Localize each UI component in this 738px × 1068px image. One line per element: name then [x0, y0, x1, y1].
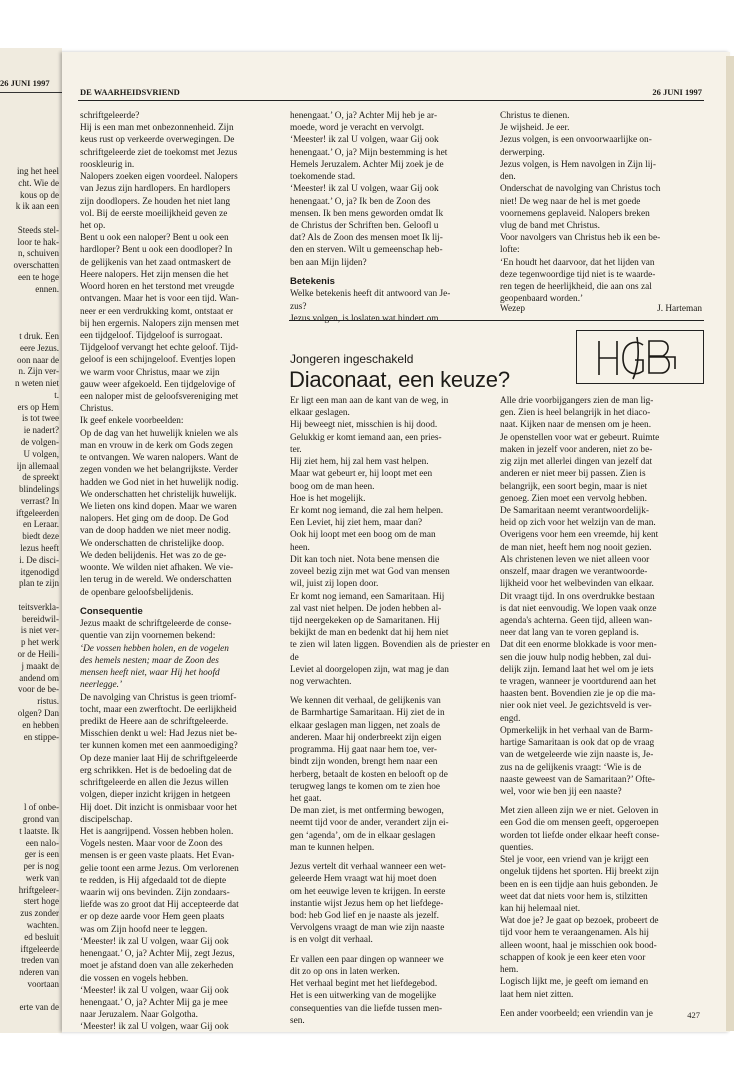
underlying-fragment: j maakt de	[21, 660, 59, 671]
underlying-fragment	[1, 590, 59, 602]
underlying-fragment: en Leraar.	[23, 519, 59, 530]
underlying-fragment: n. Zijn ver-	[18, 366, 59, 377]
underlying-fragment: biedt deze	[22, 531, 59, 542]
paragraph: Christus te dienen. Je wijsheid. Je eer. Jezus volgen, is een onvoorwaarlijke on- derwerping. Jezus volgen, is Hem navolgen in Zijn lij- den. Onderschat de navolging van Christus toch niet! De weg naar de hel is met goede voornemens geplaveid. Nalopers breken vlug de band met Christus. Voor navolgers van Christus heb ik een be- lofte: ‘En houdt het daarvoor, dat het lijden van deze tegenwoordige tijd niet is te waarde- ren tegen de heerlijkheid, die aan ons zal geopenbaard worden.’	[500, 111, 661, 305]
paragraph: Een ander voorbeeld; een vriendin van je	[500, 1008, 653, 1019]
underlying-fragment: ers op Hem	[17, 401, 59, 412]
underlying-fragment: U volgen,	[23, 448, 59, 459]
underlying-fragment: cht. Wie de	[18, 177, 59, 188]
underlying-fragment: stert hoge	[23, 896, 59, 907]
signature	[500, 304, 702, 314]
underlying-fragment: teitsverkla-	[18, 601, 59, 612]
underlying-fragment: andend om	[19, 672, 59, 683]
underlying-fragment: eere Jezus.	[20, 342, 59, 353]
underlying-fragment: plan te zijn	[19, 578, 59, 589]
article-kicker: Jongeren ingeschakeld	[290, 352, 414, 366]
underlying-fragment: itgenodigd	[20, 566, 59, 577]
underlying-fragment: een te hoge	[18, 272, 59, 283]
underlying-fragment: ijn allemaal	[16, 460, 59, 471]
underlying-fragment: ing het heel	[17, 166, 59, 176]
underlying-fragment: bereidwil-	[22, 613, 59, 624]
underlying-fragment	[1, 790, 59, 802]
running-head-title: DE WAARHEIDSVRIEND	[80, 87, 180, 97]
hgjb-logo	[576, 330, 704, 384]
underlying-fragment: werk van	[25, 872, 59, 883]
underlying-page-date: 26 JUNI 1997	[0, 78, 50, 88]
underlying-fragment: voortaan	[27, 978, 59, 989]
paragraph: Jezus vertelt dit verhaal wanneer een wet- geleerde Hem vraagt wat hij moet doen om het eeuwige leven te krijgen. In eerste instantie wijst Jezus hem op het liefdege- bod: heb God lief en je naaste als jezelf. Vervolgens vraagt de man wie zijn naaste is en volgt dit verhaal.	[290, 862, 446, 946]
underlying-fragment: overschatten	[13, 260, 59, 271]
underlying-fragment: wachten.	[26, 920, 59, 930]
underlying-fragment: voor de be-	[18, 684, 59, 695]
underlying-fragment: iftgeleerde	[20, 943, 59, 954]
paragraph: De navolging van Christus is geen triomf- tocht, maar een zwerftocht. De eerlijkheid predikt de Heere aan de schriftgeleerde. Misschien denkt u wel: Had Jezus niet be- ter kunnen komen met een aanmoediging? Op deze manier laat Hij de schriftgeleerde erg schrikken. Het is de bedoeling dat de schriftgeleerde en allen die Jezus willen volgen, dieper inzicht krijgen in hetgeen Hij doet. Dit inzicht is onmisbaar voor het discipelschap. Het is aangrijpend. Vossen hebben holen. Vogels nesten. Maar voor de Zoon des mensen is er geen vaste plaats. Het Evan- gelie toont een arme Jezus. Om verlorenen te redden, is Hij afgedaald tot de diepte waarin wij ons bevinden. Zijn zondaars- liefde was zo groot dat Hij accepteerde dat er op deze aarde voor Hem geen plaats was om Zijn hoofd neer te leggen. ‘Meester! ik zal U volgen, waar Gij ook henengaat.’ O, ja? Achter Mij, zegt Jezus, moet je afstand doen van alle zekerheden die vossen en vogels hebben. ‘Meester! ik zal U volgen, waar Gij ook henengaat.’ O, ja? Achter Mij ga je mee naar Jeruzalem. Naar Golgotha. ‘Meester! ik zal U volgen, waar Gij ook	[80, 692, 239, 1032]
underlying-fragment: t druk. Een	[19, 330, 59, 341]
paragraph: Er ligt een man aan de kant van de weg, in elkaar geslagen. Hij beweegt niet, misschien is hij dood. Gelukkig er komt iemand aan, een pries- ter. Hij ziet hem, hij zal hem vast helpen. Maar wat gebeurt er, hij loopt met een boog om de man heen. Hoe is het mogelijk. Er komt nog iemand, die zal hem helpen. Een Leviet, hij ziet hem, maar dan? Ook hij loopt met een boog om de man heen. Dit kan toch niet. Nota bene mensen die zoveel bezig zijn met wat God van mensen wil, juist zij lopen door. Er komt nog iemand, een Samaritaan. Hij zal vast niet helpen. De joden hebben al- tijd neergekeken op de Samaritanen. Hij bekijkt de man en bedenkt dat hij hem niet te zien wil laten liggen. Bovendien als de priester en de Leviet al doorgelopen zijn, wat mag je dan nog verwachten.	[290, 396, 490, 688]
paragraph: Er vallen een paar dingen op wanneer we dit zo op ons in laten werken. Het verhaal begint met het liefdegebod. Het is een uitwerking van de mogelijke consequenties van die liefde tussen men- sen.	[290, 954, 444, 1026]
underlying-fragment: or de Heili-	[17, 649, 59, 660]
underlying-fragment: nderen van	[19, 967, 59, 978]
underlying-fragment: ger is een	[24, 849, 59, 860]
underlying-fragment	[1, 213, 59, 225]
paragraph: Jezus maakt de schriftgeleerde de conse- quentie van zijn voornemen bekend:	[80, 619, 232, 642]
underlying-fragment: grond van	[22, 813, 59, 824]
underlying-fragment: p het werk	[21, 637, 59, 648]
underlying-fragment	[1, 743, 59, 755]
article-divider	[289, 320, 704, 321]
page-number: 427	[687, 1010, 700, 1020]
header-rule	[78, 100, 704, 101]
underlying-fragment: blindelings	[19, 484, 59, 495]
underlying-fragment: hriftgeleer-	[18, 884, 59, 895]
scripture-quote: ‘De vossen hebben holen, en de vogelen des hemels nesten; maar de Zoon des mensen heeft niet, waar Hij het hoofd neerlegge.’	[80, 643, 229, 691]
underlying-fragment: en stippe-	[23, 731, 59, 742]
underlying-fragment: k ik aan een	[15, 201, 59, 212]
underlying-fragment	[1, 779, 59, 791]
underlying-fragment: is niet ver-	[20, 625, 59, 636]
underlying-fragment: de spreekt	[22, 472, 59, 483]
underlying-fragment: ie nadert?	[23, 425, 59, 436]
column-1	[80, 110, 280, 1032]
signature-place: Wezep	[500, 304, 526, 314]
underlying-fragment: lezus heeft	[20, 543, 59, 553]
article-column-1	[290, 395, 490, 1027]
underlying-fragment: Steeds stel-	[17, 224, 59, 235]
paragraph: Met zien alleen zijn we er niet. Geloven in een God die om mensen geeft, opgeroepen worden tot liefde onder elkaar heeft conse- quenties. Stel je voor, een vriend van je krijgt een ongeluk tijdens het sporten. Hij breekt zijn been en is een tijdje aan huis gebonden. Je weet dat dat niets voor hem is, stilzitten kan hij helemaal niet. Wat doe je? Je gaat op bezoek, probeert de tijd voor hem te veraangenamen. Als hij alleen woont, haal je misschien ook bood- schappen of kook je een keer eten voor hem. Logisch lijkt me, je geeft om iemand en laat hem niet zitten.	[500, 806, 660, 1000]
underlying-fragment: zus zonder	[20, 908, 59, 919]
underlying-fragment	[1, 991, 59, 1003]
underlying-fragment: per is nog	[23, 861, 59, 872]
section-heading: Consequentie	[80, 605, 143, 617]
underlying-fragment: een nalo-	[25, 837, 59, 848]
paragraph: Alle drie voorbijgangers zien de man lig- gen. Zien is heel belangrijk in het diaco- naat. Kijken naar de mensen om je heen. Je openstellen voor wat er gebeurt. Ruimte maken in jezelf voor anderen, niet zo be- zig zijn met allerlei dingen van jezelf dat anderen er niet meer bij passen. Zien is belangrijk, een soort begin, maar is niet genoeg. Zien moet een vervolg hebben. De Samaritaan neemt verantwoordelijk- heid op zich voor het welzijn van de man. Overigens voor hem een vreemde, hij kent de man niet, heeft hem nog nooit gezien. Als christenen leven we niet alleen voor onszelf, maar dragen we verantwoorde- lijkheid voor het welbevinden van elkaar. Dit vraagt tijd. In ons overdrukke bestaan is dat niet eenvoudig. We lopen vaak onze agenda's achterna. Geen tijd, alleen wan- neer dat lang van te voren gepland is. Dat dit een enorme blokkade is voor men- sen die jouw hulp nodig hebben, zal dui- delijk zijn. Iemand laat het wel om je iets te vragen, wanneer je voortdurend aan het haasten bent. Bovendien zie je op die ma- nier ook niet veel. Je gezichtsveld is ver- engd. Opmerkelijk in het verhaal van de Barm- hartige Samaritaan is ook dat op de vraag van de wetgeleerde wie zijn naaste is, Je- zus na de gelijkenis vraagt: ‘Wie is de naaste geweest van de Samaritaan?’ Ofte- wel, voor wie ben jij een naaste?	[500, 396, 660, 797]
underlying-fragment: t.	[54, 389, 59, 400]
underlying-fragment: t laatste. Ik	[19, 825, 59, 836]
running-head-date: 26 JUNI 1997	[652, 87, 702, 97]
paragraph: We kennen dit verhaal, de gelijkenis van de Barmhartige Samaritaan. Hij ziet de in elkaar geslagen man liggen, net zoals de anderen. Maar hij onderbreekt zijn eigen programma. Hij gaat naar hem toe, ver- bindt zijn wonden, brengt hem naar een herberg, betaalt de kosten en belooft op de terugweg langs te komen om te zien hoe het gaat. De man ziet, is met ontferming bewogen, neemt tijd voor de ander, verandert zijn ei- gen ‘agenda’, om de in elkaar geslagen man te kunnen helpen.	[290, 696, 449, 853]
underlying-fragment	[1, 767, 59, 779]
paragraph: schriftgeleerde? Hij is een man met onbezonnenheid. Zijn keus rust op verkeerde overwegingen. De schriftgeleerde ziet de toekomst met Jezus rooskleurig in. Nalopers zoeken eigen voordeel. Nalopers van Jezus zijn hardlopers. En hardlopers zijn doodlopers. Ze houden het niet lang vol. Bij de eerste moeilijkheid geven ze het op. Bent u ook een naloper? Bent u ook een hardloper? Bent u ook een doodloper? In de gelijkenis van het zaad ontmaskert de Heere nalopers. Het zijn mensen die het Woord horen en het terstond met vreugde ontvangen. Maar het is voor een tijd. Wan- neer er een verdrukking komt, ontstaat er bij hen ergernis. Nalopers zijn mensen met een tijdgeloof. Tijdgeloof is surrogaat. Tijdgeloof vervangt het echte geloof. Tijd- geloof is een schijngeloof. Eventjes lopen we warm voor Christus, maar we zijn gauw weer afgekoeld. Een tijdgelovige of een naloper mist de geloofsvereniging met Christus. Ik geef enkele voorbeelden: Op de dag van het huwelijk knielen we als man en vrouw in de kerk om Gods zegen te ontvangen. We waren nalopers. Want de zegen vonden we het belangrijkste. Verder hadden we God niet in het huwelijk nodig. We onderschatten het christelijk huwelijk. We lieten ons kind dopen. Maar we waren nalopers. Het ging om de doop. De God van de doop hadden we niet meer nodig. We onderschatten de christelijke doop. We deden belijdenis. Het was zo de ge- woonte. We wilden niet afhaken. We vie- len terug in de wereld. We onderschatten de openbare geloofsbelijdenis.	[80, 111, 240, 598]
magazine-page	[62, 52, 730, 1032]
signature-author: J. Harteman	[657, 304, 702, 314]
underlying-fragment	[1, 319, 59, 331]
underlying-fragment: is tot twee	[22, 413, 59, 424]
underlying-fragment: olgen? Dan	[17, 707, 59, 718]
underlying-fragment: en hebben	[22, 719, 59, 730]
underlying-fragment	[1, 296, 59, 308]
article-headline: Diaconaat, een keuze?	[289, 367, 510, 392]
underlying-fragment: ennen.	[35, 283, 59, 294]
underlying-fragment: n, schuiven	[18, 248, 59, 259]
column-3	[500, 110, 702, 306]
underlying-fragment: ristus.	[37, 696, 59, 707]
underlying-page	[0, 48, 62, 1033]
underlying-fragment	[1, 755, 59, 767]
underlying-fragment: l of onbe-	[24, 802, 59, 813]
underlying-header-rule	[0, 92, 62, 93]
underlying-fragment: treden van	[21, 955, 59, 966]
underlying-fragment: n weten niet	[15, 378, 59, 389]
underlying-fragment: i. De disci-	[19, 554, 59, 565]
paragraph: henengaat.’ O, ja? Achter Mij heb je ar- moede, word je veracht en vervolgt. ‘Meester! ik zal U volgen, waar Gij ook henengaat.’ O, ja? Mijn bestemming is het Hemels Jeruzalem. Achter Mij zoek je de toekomende stad. ‘Meester! ik zal U volgen, waar Gij ook henengaat.’ O, ja? Ik ben de Zoon des mensen. Ik ben mens geworden omdat Ik de Christus der Schriften ben. Geloofl u dat? Als de Zoon des mensen moet Ik lij- den en sterven. Wilt u gemeenschap heb- ben aan Mijn lijden?	[290, 111, 448, 268]
underlying-fragment: iftgeleerden	[16, 507, 59, 518]
underlying-fragment: verrast? In	[20, 495, 59, 506]
underlying-fragment: de volgen-	[20, 436, 59, 447]
underlying-fragment: kous op de	[20, 189, 59, 200]
underlying-text-fragments	[1, 166, 59, 1014]
column-2	[290, 110, 490, 325]
underlying-fragment	[1, 307, 59, 319]
section-heading: Betekenis	[290, 275, 335, 287]
logo-text: HGJB	[577, 331, 580, 332]
page-edge	[726, 56, 734, 1031]
underlying-fragment: loor te hak-	[17, 236, 59, 247]
underlying-fragment: oon naar de	[17, 354, 59, 365]
underlying-fragment: ed besluit	[24, 931, 59, 942]
underlying-fragment: erte van de	[19, 1002, 59, 1013]
paragraph: Welke betekenis heeft dit antwoord van Je- zus? Jezus volgen, is loslaten wat hindert om	[290, 289, 451, 324]
article-column-2	[500, 395, 702, 1020]
